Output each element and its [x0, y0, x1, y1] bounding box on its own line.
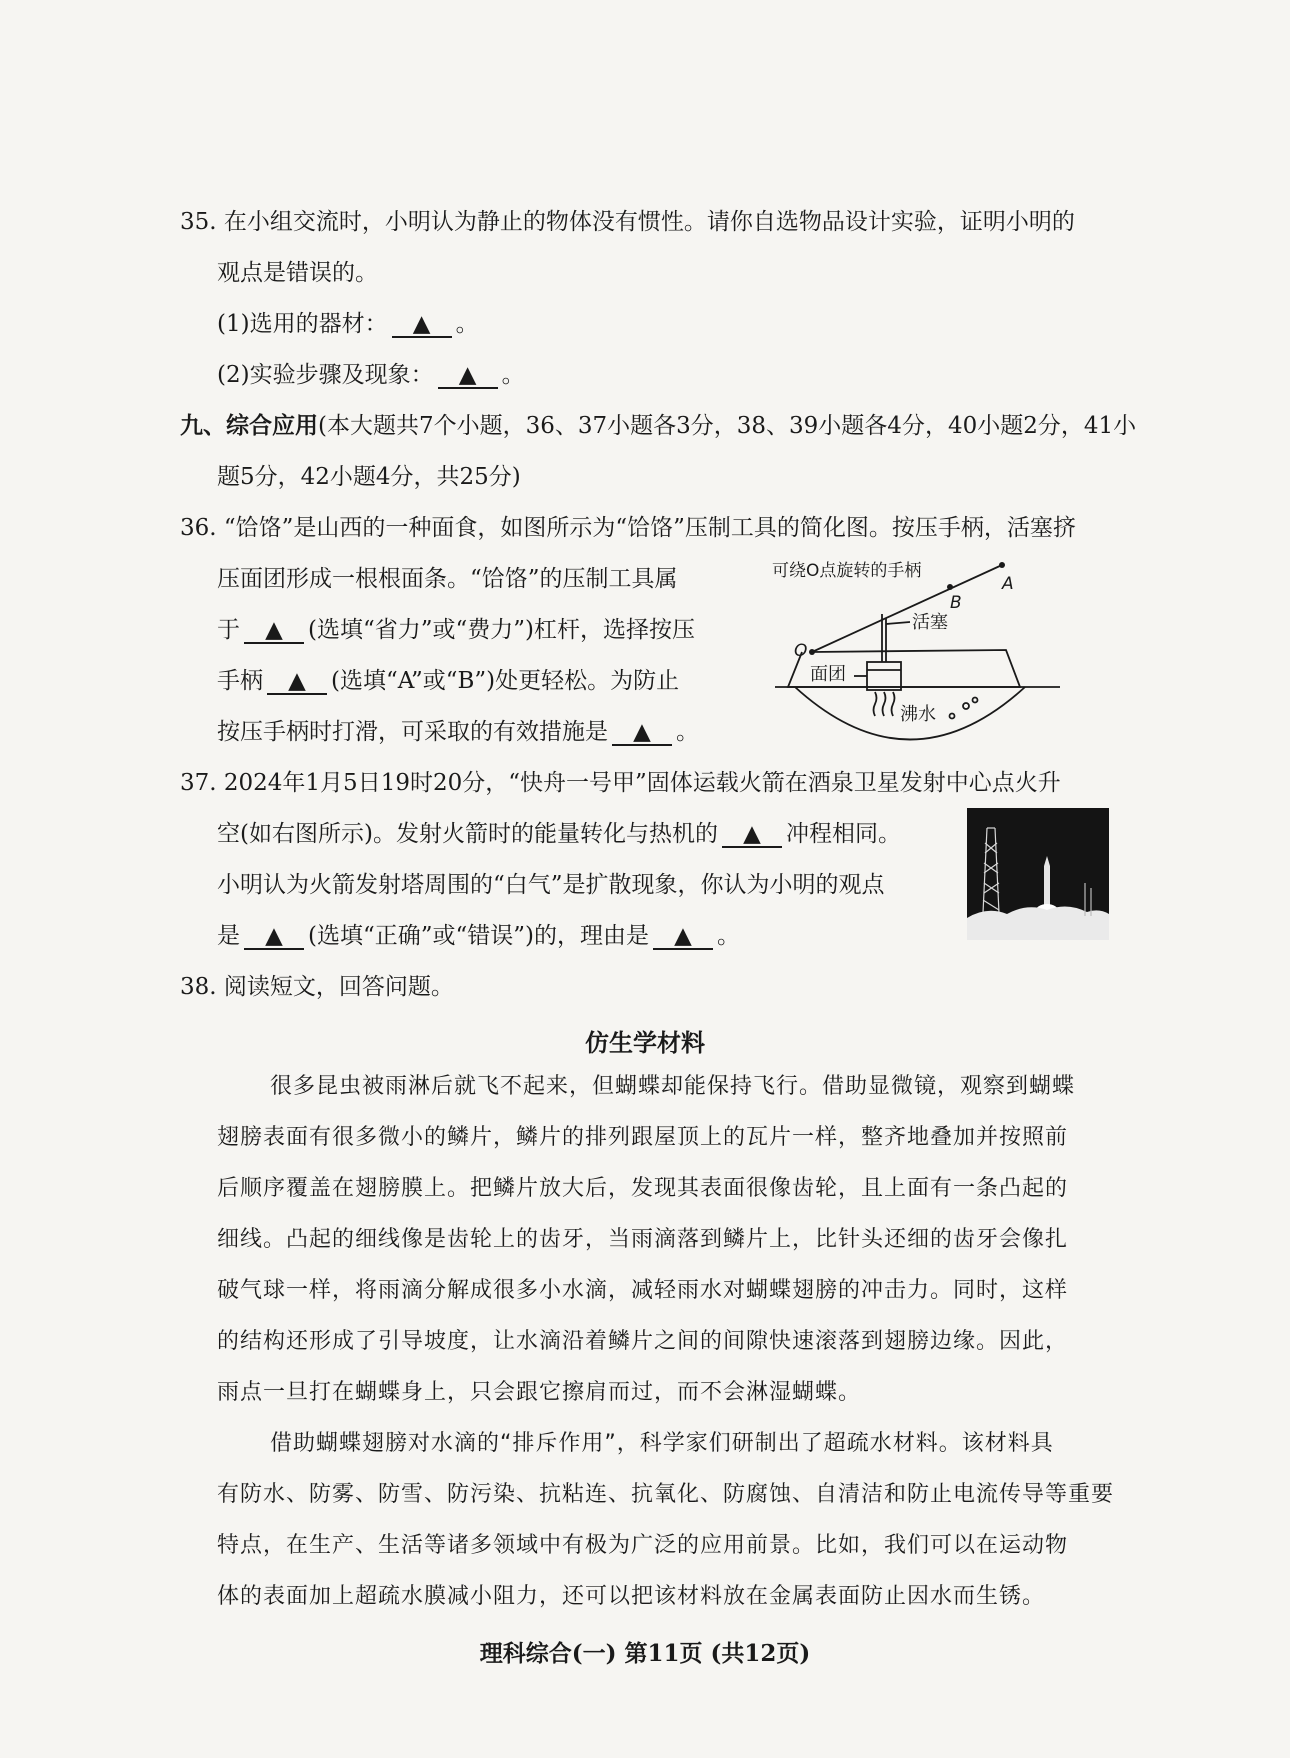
- q37-line3: 小明认为火箭发射塔周围的“白气”是扩散现象，你认为小明的观点: [217, 872, 885, 898]
- q36-line3-end: (选填“省力”或“费力”)杠杆，选择按压: [308, 617, 695, 643]
- passage-p1-line3: 后顺序覆盖在翅膀膜上。把鳞片放大后，发现其表面很像齿轮，且上面有一条凸起的: [217, 1176, 1069, 1201]
- q35-line2: 观点是错误的。: [217, 260, 378, 286]
- q37-line4-mid: (选填“正确”或“错误”)的，理由是: [308, 923, 649, 949]
- q37-line1: 37. 2024年1月5日19时20分，“快舟一号甲”固体运载火箭在酒泉卫星发射中心点火升: [180, 770, 1061, 796]
- q36-line4: [217, 666, 679, 696]
- section9-line1: [180, 411, 1136, 441]
- answer-blank[interactable]: ▲: [244, 618, 304, 644]
- q36-line3: [217, 615, 695, 645]
- q35-sub1-end: 。: [455, 311, 479, 337]
- q35-sub2: [217, 360, 525, 390]
- point-o-label: O: [794, 641, 808, 661]
- q36-line5-text: 按压手柄时打滑，可采取的有效措施是: [217, 719, 608, 745]
- dough-label: 面团: [810, 664, 846, 685]
- point-b-label: B: [950, 593, 962, 613]
- q37-line4: [217, 921, 740, 951]
- answer-blank[interactable]: ▲: [612, 720, 672, 746]
- q36-line5-end: 。: [676, 719, 699, 745]
- q36-line1: 36. “饸饹”是山西的一种面食，如图所示为“饸饹”压制工具的简化图。按压手柄，活塞挤: [180, 515, 1076, 541]
- passage-p2-line3: 特点，在生产、生活等诸多领域中有极为广泛的应用前景。比如，我们可以在运动物: [217, 1533, 1069, 1558]
- handle-label: 可绕O点旋转的手柄: [772, 561, 922, 581]
- answer-blank[interactable]: ▲: [653, 924, 713, 950]
- answer-blank[interactable]: ▲: [722, 822, 782, 848]
- q36-line4-end: (选填“A”或“B”)处更轻松。为防止: [331, 668, 680, 694]
- section9-label: 九、综合应用: [180, 412, 318, 439]
- page-footer: 理科综合(一) 第11页 (共12页): [479, 1640, 811, 1667]
- q35-line1: 35. 在小组交流时，小明认为静止的物体没有惯性。请你自选物品设计实验，证明小明的: [180, 209, 1075, 235]
- answer-blank[interactable]: ▲: [267, 669, 327, 695]
- passage-p2-line1: 借助蝴蝶翅膀对水滴的“排斥作用”，科学家们研制出了超疏水材料。该材料具: [270, 1431, 1054, 1456]
- answer-blank[interactable]: ▲: [244, 924, 304, 950]
- passage-p1-line2: 翅膀表面有很多微小的鳞片，鳞片的排列跟屋顶上的瓦片一样，整齐地叠加并按照前: [217, 1125, 1069, 1150]
- passage-p1-line1: 很多昆虫被雨淋后就飞不起来，但蝴蝶却能保持飞行。借助显微镜，观察到蝴蝶: [270, 1074, 1076, 1099]
- q35-sub1: [217, 309, 479, 339]
- passage-p2-line4: 体的表面加上超疏水膜减小阻力，还可以把该材料放在金属表面防止因水而生锈。: [217, 1584, 1046, 1609]
- passage-p1-line7: 雨点一旦打在蝴蝶身上，只会跟它擦肩而过，而不会淋湿蝴蝶。: [217, 1380, 862, 1405]
- q36-line4-text: 手柄: [217, 668, 263, 694]
- q37-line4-text: 是: [217, 923, 240, 949]
- passage-title: 仿生学材料: [585, 1028, 705, 1057]
- q36-line3-text: 于: [217, 617, 240, 643]
- rocket-launch-photo: [967, 808, 1109, 940]
- dough-cylinder: [867, 662, 901, 690]
- answer-blank[interactable]: ▲: [438, 363, 498, 389]
- answer-blank[interactable]: ▲: [392, 312, 452, 338]
- q37-line2-end: 冲程相同。: [785, 821, 901, 847]
- q35-sub1-text: (1)选用的器材：: [217, 311, 388, 337]
- passage-p2-line2: 有防水、防雾、防雪、防污染、抗粘连、抗氧化、防腐蚀、自清洁和防止电流传导等重要: [217, 1482, 1115, 1507]
- q38-line1: 38. 阅读短文，回答问题。: [180, 974, 454, 1000]
- section9-desc1: (本大题共7个小题，36、37小题各3分，38、39小题各4分，40小题2分，41小: [318, 413, 1137, 439]
- lever-press-diagram: [770, 552, 1070, 747]
- piston-label: 活塞: [912, 612, 948, 633]
- q37-line2: [217, 819, 901, 849]
- rocket: [1044, 856, 1050, 906]
- q36-line5: [217, 717, 699, 747]
- passage-p1-line5: 破气球一样，将雨滴分解成很多小水滴，减轻雨水对蝴蝶翅膀的冲击力。同时，这样: [217, 1278, 1069, 1303]
- passage-p1-line6: 的结构还形成了引导坡度，让水滴沿着鳞片之间的间隙快速滚落到翅膀边缘。因此，: [217, 1329, 1069, 1354]
- q36-line2: 压面团形成一根根面条。“饸饹”的压制工具属: [217, 566, 678, 592]
- q37-line2-text: 空(如右图所示)。发射火箭时的能量转化与热机的: [217, 821, 718, 847]
- q35-sub2-end: 。: [501, 362, 525, 388]
- point-a-label: A: [1002, 574, 1014, 594]
- water-label: 沸水: [900, 704, 936, 725]
- passage-p1-line4: 细线。凸起的细线像是齿轮上的齿牙，当雨滴落到鳞片上，比针头还细的齿牙会像扎: [217, 1227, 1069, 1252]
- section9-line2: 题5分，42小题4分，共25分): [217, 464, 521, 490]
- q35-sub2-text: (2)实验步骤及现象：: [217, 362, 434, 388]
- q37-line4-end: 。: [716, 923, 740, 949]
